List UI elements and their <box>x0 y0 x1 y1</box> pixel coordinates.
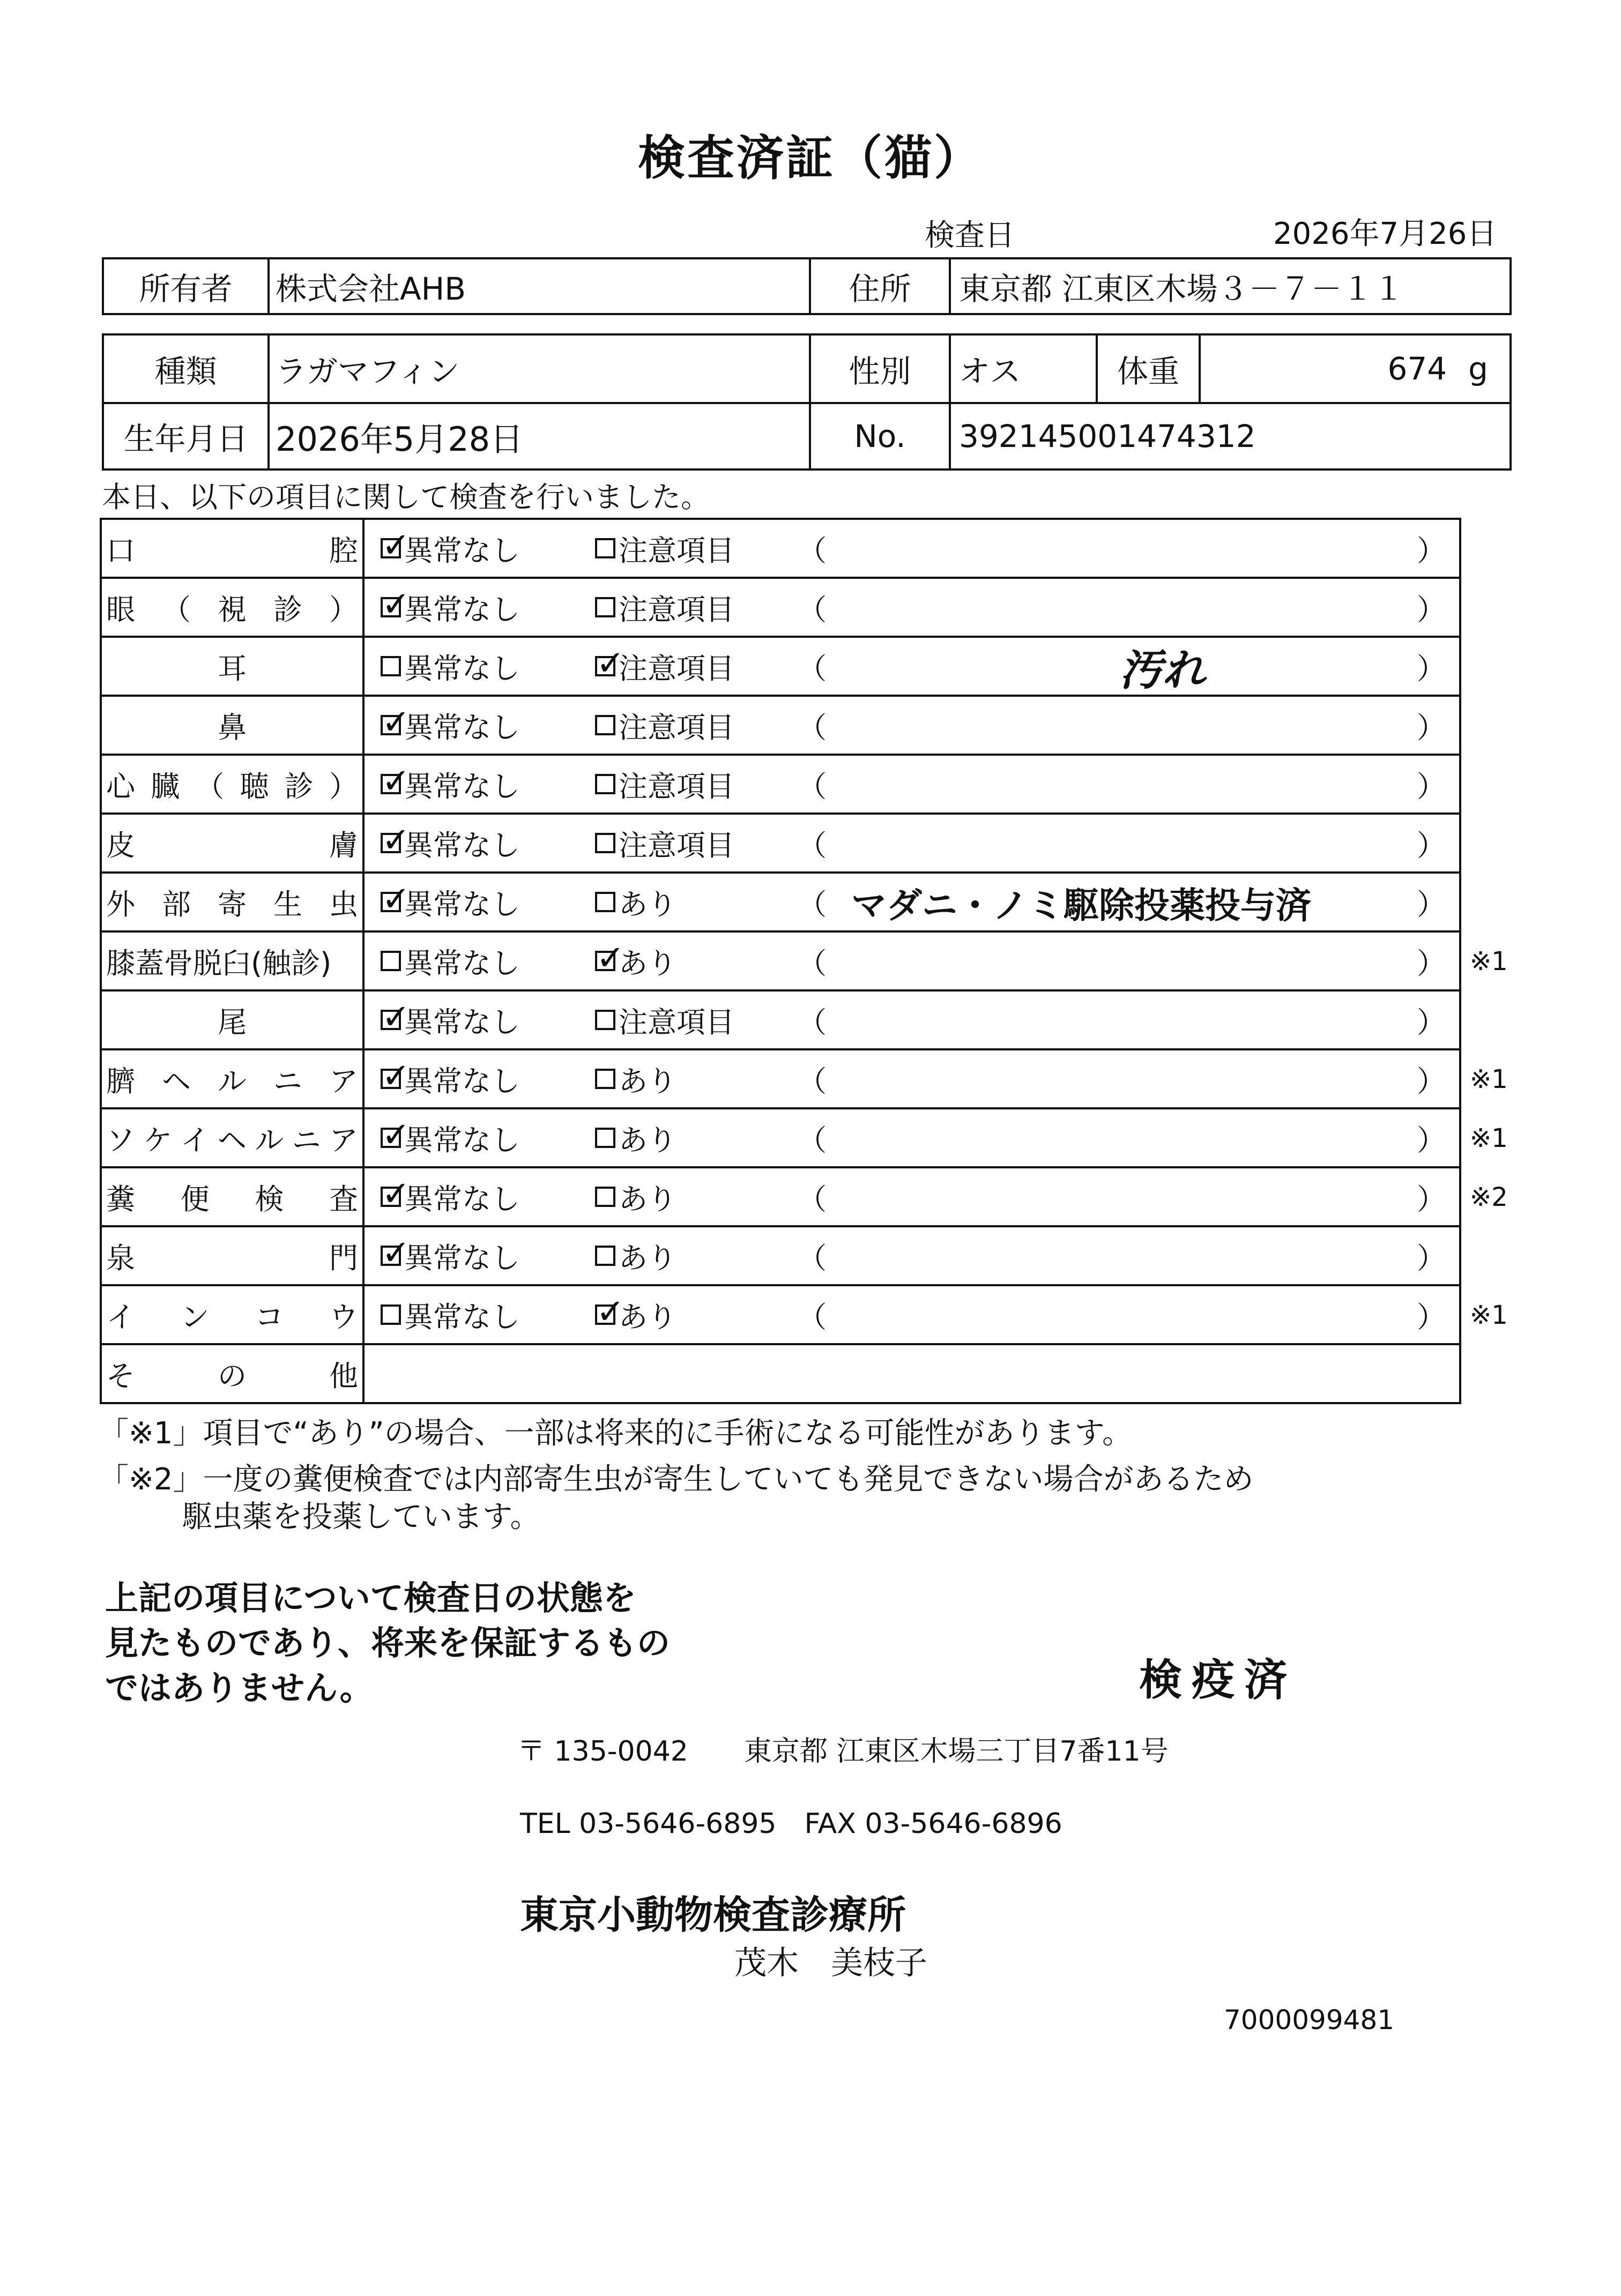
note-paren-close: ） <box>1417 533 1446 568</box>
option-label: 注意項目 <box>619 651 734 685</box>
present-option[interactable] <box>595 873 676 931</box>
inspection-item-label: 膝蓋骨脱臼(触診) <box>106 946 332 980</box>
normal-option[interactable] <box>381 696 520 755</box>
caution-option[interactable] <box>595 814 734 873</box>
footnote-ref: ※1 <box>1470 946 1508 976</box>
option-label: あり <box>619 1182 676 1216</box>
checkbox-icon[interactable] <box>381 1233 411 1273</box>
option-label: 注意項目 <box>619 710 734 744</box>
birth-label: 生年月日 <box>123 421 248 457</box>
note-paren-open: （ <box>798 1005 827 1039</box>
inspection-row-other <box>101 1344 1460 1403</box>
check-mark-icon: ✓ <box>382 1174 411 1214</box>
inspection-row <box>101 990 1460 1049</box>
weight-unit: g <box>1468 351 1488 387</box>
checkbox-icon[interactable] <box>595 833 615 853</box>
address-label: 住所 <box>849 271 911 307</box>
note-paren-close: ） <box>1417 710 1446 744</box>
caution-option[interactable] <box>595 578 734 637</box>
present-option[interactable] <box>595 931 676 990</box>
checkbox-icon[interactable] <box>595 644 625 683</box>
caution-option[interactable] <box>595 755 734 814</box>
inspection-item-label: 鼻 <box>218 710 247 744</box>
inspection-item-label: 心 臓 （ 聴 診 ） <box>106 769 358 803</box>
note-paren-close: ） <box>1417 887 1446 921</box>
check-mark-icon: ✓ <box>382 821 411 860</box>
caution-option[interactable] <box>595 990 734 1049</box>
check-mark-icon: ✓ <box>382 997 411 1037</box>
note-paren-close: ） <box>1417 946 1446 980</box>
disclaimer <box>105 1576 775 1711</box>
checkbox-icon[interactable] <box>595 1128 615 1148</box>
option-label: 異常なし <box>404 1300 520 1334</box>
note-paren-close: ） <box>1417 1182 1446 1216</box>
check-mark-icon: ✓ <box>382 526 411 565</box>
checkbox-icon[interactable] <box>595 715 615 735</box>
inspection-item-label: 糞 便 検 査 <box>106 1182 358 1216</box>
checkbox-icon[interactable] <box>595 597 615 617</box>
inspection-item-label: 泉 門 <box>106 1241 358 1275</box>
checkbox-icon[interactable] <box>381 821 411 860</box>
note-paren-open: （ <box>798 1182 827 1216</box>
check-mark-icon: ✓ <box>382 879 411 919</box>
check-mark-icon: ✓ <box>382 703 411 742</box>
note-paren-open: （ <box>798 769 827 803</box>
option-label: 異常なし <box>404 946 520 980</box>
normal-option[interactable] <box>381 755 520 814</box>
checkbox-icon[interactable] <box>381 656 401 676</box>
option-label: あり <box>619 1241 676 1275</box>
note-paren-open: （ <box>798 946 827 980</box>
footnote-2b: 駆虫薬を投薬しています。 <box>182 1500 540 1534</box>
option-label: 注意項目 <box>619 533 734 568</box>
note-paren-open: （ <box>798 710 827 744</box>
no-value: 392145001474312 <box>959 418 1256 454</box>
normal-option[interactable] <box>381 1226 520 1285</box>
other-label: そ の 他 <box>106 1359 358 1393</box>
normal-option[interactable] <box>381 990 520 1049</box>
inspection-date-label: 検査日 <box>925 218 1015 253</box>
inspection-item-label: 臍 ヘ ル ニ ア <box>106 1064 358 1098</box>
inspection-row <box>101 578 1460 637</box>
inspection-item-label: 耳 <box>218 651 247 685</box>
option-label: あり <box>619 1064 676 1098</box>
sex-value: オス <box>959 353 1021 390</box>
caution-option[interactable] <box>595 637 734 696</box>
normal-option[interactable] <box>381 1108 520 1167</box>
option-label: 注意項目 <box>619 1005 734 1039</box>
inspection-row <box>101 873 1460 931</box>
footnote-1: 「※1」項目で“あり”の場合、一部は将来的に手術になる可能性があります。 <box>99 1416 1133 1451</box>
doctor-name: 茂木 美枝子 <box>734 1944 927 1982</box>
option-label: 異常なし <box>404 887 520 921</box>
note-paren-open: （ <box>798 592 827 627</box>
present-option[interactable] <box>595 1226 676 1285</box>
note-paren-close: ） <box>1417 1005 1446 1039</box>
checkbox-icon[interactable] <box>381 703 411 742</box>
note-paren-open: （ <box>798 1064 827 1098</box>
normal-option[interactable] <box>381 578 520 637</box>
option-label: 異常なし <box>404 533 520 568</box>
note-paren-open: （ <box>798 828 827 862</box>
footnote-ref: ※1 <box>1470 1064 1508 1094</box>
option-label: 異常なし <box>404 828 520 862</box>
option-label: 注意項目 <box>619 769 734 803</box>
checkbox-icon[interactable] <box>381 526 411 565</box>
disclaimer-line: 上記の項目について検査日の状態を <box>105 1578 636 1617</box>
check-mark-icon: ✓ <box>596 1292 625 1332</box>
owner-table <box>102 257 1512 315</box>
checkbox-icon[interactable] <box>381 1115 411 1155</box>
check-mark-icon: ✓ <box>382 1056 411 1096</box>
present-option[interactable] <box>595 1167 676 1226</box>
inspection-row <box>101 755 1460 814</box>
note-paren-open: （ <box>798 1241 827 1275</box>
note-paren-close: ） <box>1417 1300 1446 1334</box>
checkbox-icon[interactable] <box>595 1069 615 1089</box>
option-label: 異常なし <box>404 651 520 685</box>
checkbox-icon[interactable] <box>595 892 615 912</box>
option-label: 異常なし <box>404 710 520 744</box>
checkbox-icon[interactable] <box>381 585 411 624</box>
checkbox-icon[interactable] <box>595 774 615 794</box>
inspection-item-label: 口 腔 <box>106 533 358 568</box>
checkbox-icon[interactable] <box>381 1056 411 1096</box>
inspection-row <box>101 519 1460 578</box>
option-label: あり <box>619 946 676 980</box>
checkbox-icon[interactable] <box>595 538 615 558</box>
pet-table <box>102 333 1512 471</box>
note-paren-open: （ <box>798 533 827 568</box>
check-mark-icon: ✓ <box>382 1115 411 1155</box>
option-label: 異常なし <box>404 1005 520 1039</box>
note-paren-close: ） <box>1417 828 1446 862</box>
inspection-row <box>101 1108 1460 1167</box>
option-label: 異常なし <box>404 1241 520 1275</box>
weight-label: 体重 <box>1117 353 1179 390</box>
option-label: 異常なし <box>404 1064 520 1098</box>
clinic-tel-fax: TEL 03-5646-6895 FAX 03-5646-6896 <box>520 1808 1062 1840</box>
checkbox-icon[interactable] <box>595 1187 615 1207</box>
note-text: 汚れ <box>1119 644 1205 695</box>
note-paren-open: （ <box>798 1123 827 1157</box>
normal-option[interactable] <box>381 814 520 873</box>
option-label: 異常なし <box>404 769 520 803</box>
normal-option[interactable] <box>381 637 520 696</box>
footnote-ref: ※1 <box>1470 1300 1508 1330</box>
normal-option[interactable] <box>381 931 520 990</box>
weight-number: 674 <box>1387 351 1447 387</box>
note-paren-close: ） <box>1417 1123 1446 1157</box>
note-paren-open: （ <box>798 887 827 921</box>
check-mark-icon: ✓ <box>382 1233 411 1273</box>
document-number: 7000099481 <box>1224 2004 1395 2036</box>
inspection-row <box>101 1285 1460 1344</box>
no-label: No. <box>854 418 906 454</box>
normal-option[interactable] <box>381 873 520 931</box>
intro-text: 本日、以下の項目に関して検査を行いました。 <box>102 480 710 514</box>
option-label: あり <box>619 887 676 921</box>
inspection-item-label: 尾 <box>218 1005 247 1039</box>
option-label: 異常なし <box>404 1182 520 1216</box>
sex-label: 性別 <box>849 353 911 390</box>
option-label: 異常なし <box>404 1123 520 1157</box>
page-title: 検査済証（猫） <box>637 130 983 185</box>
inspection-row <box>101 1226 1460 1285</box>
inspection-row <box>101 1049 1460 1108</box>
note-paren-close: ） <box>1417 1064 1446 1098</box>
note-paren-close: ） <box>1417 651 1446 685</box>
inspection-row <box>101 1167 1460 1226</box>
checkbox-icon[interactable] <box>595 1246 615 1266</box>
checkbox-icon[interactable] <box>381 1174 411 1214</box>
breed-label: 種類 <box>154 353 217 390</box>
note-paren-close: ） <box>1417 592 1446 627</box>
inspection-item-label: 眼 （ 視 診 ） <box>106 592 358 627</box>
present-option[interactable] <box>595 1285 676 1344</box>
inspection-row <box>101 931 1460 990</box>
option-label: 注意項目 <box>619 592 734 627</box>
checkbox-icon[interactable] <box>595 1010 615 1030</box>
normal-option[interactable] <box>381 1049 520 1108</box>
normal-option[interactable] <box>381 1285 520 1344</box>
option-label: あり <box>619 1300 676 1334</box>
note-paren-open: （ <box>798 651 827 685</box>
inspection-item-label: 皮 膚 <box>106 828 358 862</box>
inspection-date: 2026年7月26日 <box>1273 217 1497 251</box>
footnote-ref: ※1 <box>1470 1123 1508 1153</box>
clinic-name: 東京小動物検査診療所 <box>520 1892 906 1937</box>
disclaimer-line: 見たものであり、将来を保証するもの <box>105 1623 671 1663</box>
birth-value: 2026年5月28日 <box>276 419 524 459</box>
inspection-row <box>101 637 1460 696</box>
note-paren-open: （ <box>798 1300 827 1334</box>
normal-option[interactable] <box>381 519 520 578</box>
footnote-2a: 「※2」一度の糞便検査では内部寄生虫が寄生していても発見できない場合があるため <box>99 1462 1254 1497</box>
owner-value: 株式会社AHB <box>276 271 466 307</box>
inspection-item-label: ソ ケ イ ヘ ル ニ ア <box>106 1123 358 1157</box>
caution-option[interactable] <box>595 696 734 755</box>
checkbox-icon[interactable] <box>381 762 411 801</box>
inspection-row <box>101 696 1460 755</box>
option-label: 注意項目 <box>619 828 734 862</box>
inspection-row <box>101 814 1460 873</box>
checkbox-icon[interactable] <box>381 997 411 1037</box>
inspection-item-label: イ ン コ ウ <box>106 1300 358 1334</box>
checkbox-icon[interactable] <box>595 938 625 978</box>
present-option[interactable] <box>595 1108 676 1167</box>
option-label: 異常なし <box>404 592 520 627</box>
owner-address: 東京都 江東区木場３－７－１１ <box>959 271 1404 307</box>
option-label: あり <box>619 1123 676 1157</box>
note-paren-close: ） <box>1417 769 1446 803</box>
normal-option[interactable] <box>381 1167 520 1226</box>
owner-label: 所有者 <box>139 271 233 307</box>
checkbox-icon[interactable] <box>381 879 411 919</box>
checkbox-icon[interactable] <box>595 1292 625 1332</box>
quarantine-stamp: 検疫済 <box>1139 1655 1297 1705</box>
checkbox-icon[interactable] <box>381 1304 401 1325</box>
inspection-item-label: 外 部 寄 生 虫 <box>106 887 358 921</box>
caution-option[interactable] <box>595 519 734 578</box>
note-text: マダニ・ノミ駆除投薬投与済 <box>851 884 1311 926</box>
check-mark-icon: ✓ <box>382 585 411 624</box>
footnote-ref: ※2 <box>1470 1182 1508 1212</box>
check-mark-icon: ✓ <box>382 762 411 801</box>
checkbox-icon[interactable] <box>381 951 401 971</box>
check-mark-icon: ✓ <box>596 644 625 683</box>
disclaimer-line: ではありません。 <box>105 1668 373 1708</box>
weight-value <box>1201 336 1510 402</box>
present-option[interactable] <box>595 1049 676 1108</box>
note-paren-close: ） <box>1417 1241 1446 1275</box>
check-mark-icon: ✓ <box>596 938 625 978</box>
breed-value: ラガマフィン <box>276 353 460 390</box>
clinic-address: 〒 135-0042 東京都 江東区木場三丁目7番11号 <box>517 1735 1169 1768</box>
